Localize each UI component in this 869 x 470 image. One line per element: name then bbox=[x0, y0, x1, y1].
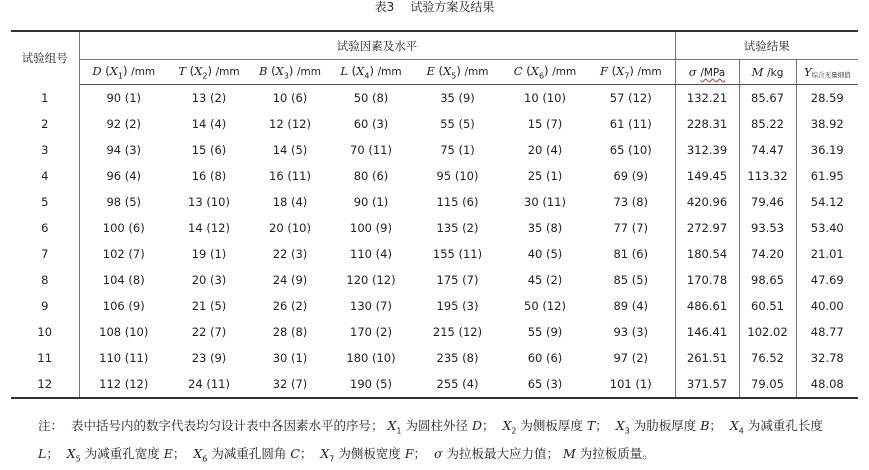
table-cell: 100 (6) bbox=[102, 221, 145, 235]
table-cell: 54.12 bbox=[796, 189, 858, 215]
table-cell: 21 (5) bbox=[191, 299, 227, 313]
note-m-sym: M bbox=[563, 445, 576, 461]
table-cell: 10 (10) bbox=[524, 91, 566, 105]
table-cell: 89 (4) bbox=[613, 299, 649, 313]
table-cell: 79.05 bbox=[739, 371, 796, 398]
table-cell: 101 (1) bbox=[609, 377, 652, 391]
table-cell: 47.69 bbox=[796, 267, 858, 293]
table-row bbox=[11, 293, 858, 319]
table-cell: 50 (12) bbox=[524, 299, 566, 313]
table-cell: 22 (3) bbox=[272, 247, 308, 261]
header-y: Y综合无量纲值 bbox=[796, 60, 858, 85]
table-cell: 20 (3) bbox=[191, 273, 227, 287]
table-row bbox=[11, 267, 858, 293]
results-table bbox=[11, 30, 858, 399]
table-cell: 90 (1) bbox=[106, 91, 142, 105]
table-cell: 60 (3) bbox=[353, 117, 389, 131]
table-cell: 100 (9) bbox=[350, 221, 392, 235]
header-factor-b: B $(X_3)$ /mm bbox=[250, 60, 330, 85]
note-m-desc: 为拉板质量。 bbox=[579, 445, 655, 461]
table-row bbox=[11, 241, 858, 267]
table-cell: 155 (11) bbox=[432, 247, 483, 261]
table-cell: 24 (11) bbox=[188, 377, 230, 391]
cell-group-number: 7 bbox=[11, 241, 79, 267]
table-cell: 50 (8) bbox=[353, 91, 389, 105]
table-cell: 132.21 bbox=[675, 85, 739, 112]
cell-group-number: 4 bbox=[11, 163, 79, 189]
table-cell: 36.19 bbox=[796, 137, 858, 163]
table-cell: 175 (7) bbox=[436, 273, 479, 287]
table-cell: 38.92 bbox=[796, 111, 858, 137]
table-cell: 20 (10) bbox=[269, 221, 311, 235]
table-cell: 135 (2) bbox=[436, 221, 479, 235]
table-cell: 40 (5) bbox=[527, 247, 563, 261]
header-factors-title: 试验因素及水平 bbox=[79, 31, 675, 60]
table-body bbox=[11, 85, 858, 399]
table-cell: 93.53 bbox=[739, 215, 796, 241]
table-row bbox=[11, 85, 858, 112]
table-row bbox=[11, 189, 858, 215]
header-factor-e: E $(X_5)$ /mm bbox=[412, 60, 503, 85]
header-row-2 bbox=[11, 60, 858, 85]
table-cell: 65 (10) bbox=[609, 143, 652, 157]
table-cell: 97 (2) bbox=[613, 351, 649, 365]
table-cell: 106 (9) bbox=[102, 299, 145, 313]
table-cell: 20 (4) bbox=[527, 143, 563, 157]
table-cell: 40.00 bbox=[796, 293, 858, 319]
note-item: $X_6$ 为减重孔圆角 C； bbox=[193, 445, 321, 463]
table-cell: 74.47 bbox=[739, 137, 796, 163]
table-cell: 55 (5) bbox=[440, 117, 475, 131]
table-cell: 24 (9) bbox=[272, 273, 308, 287]
header-factor-f: F $(X_7)$ /mm bbox=[587, 60, 675, 85]
table-cell: 21.01 bbox=[796, 241, 858, 267]
table-cell: 110 (11) bbox=[99, 351, 149, 365]
note-item: $X_5$ 为减重孔宽度 E； bbox=[66, 445, 194, 463]
table-row bbox=[11, 319, 858, 345]
table-cell: 104 (8) bbox=[102, 273, 145, 287]
table-cell: 85 (5) bbox=[613, 273, 649, 287]
table-row bbox=[11, 137, 858, 163]
table-cell: 28.59 bbox=[796, 85, 858, 112]
table-cell: 12 (12) bbox=[269, 117, 311, 131]
table-cell: 80 (6) bbox=[353, 169, 389, 183]
table-cell: 102.02 bbox=[739, 319, 796, 345]
table-cell: 261.51 bbox=[675, 345, 739, 371]
note-text: 表中括号内的数字代表均匀设计表中各因素水平的序号； bbox=[70, 418, 384, 433]
table-cell: 190 (5) bbox=[350, 377, 392, 391]
table-cell: 90 (1) bbox=[353, 195, 389, 209]
table-cell: 16 (8) bbox=[191, 169, 227, 183]
cell-group-number: 6 bbox=[11, 215, 79, 241]
table-cell: 170.78 bbox=[675, 267, 739, 293]
header-factor-d: D $(X_1)$ /mm bbox=[79, 60, 168, 85]
table-cell: 272.97 bbox=[675, 215, 739, 241]
header-group: 试验组号 bbox=[11, 31, 79, 85]
table-cell: 61 (11) bbox=[609, 117, 652, 131]
note-item: $X_3$ 为肋板厚度 B； bbox=[615, 418, 730, 436]
table-cell: 19 (1) bbox=[191, 247, 227, 261]
table-cell: 48.77 bbox=[796, 319, 858, 345]
table-cell: 108 (10) bbox=[99, 325, 149, 339]
table-cell: 32 (7) bbox=[272, 377, 308, 391]
table-cell: 215 (12) bbox=[432, 325, 483, 339]
table-cell: 14 (12) bbox=[188, 221, 230, 235]
table-cell: 93 (3) bbox=[613, 325, 649, 339]
table-cell: 113.32 bbox=[739, 163, 796, 189]
table-cell: 180 (10) bbox=[346, 351, 396, 365]
table-cell: 81 (6) bbox=[613, 247, 649, 261]
table-cell: 95 (10) bbox=[436, 169, 479, 183]
table-cell: 23 (9) bbox=[191, 351, 227, 365]
note-item: $X_2$ 为侧板厚度 T； bbox=[502, 418, 616, 436]
table-cell: 112 (12) bbox=[99, 377, 149, 391]
table-cell: 65 (3) bbox=[527, 377, 563, 391]
table-cell: 32.78 bbox=[796, 345, 858, 371]
table-row bbox=[11, 345, 858, 371]
table-cell: 60.51 bbox=[739, 293, 796, 319]
cell-group-number: 10 bbox=[11, 319, 79, 345]
cell-group-number: 1 bbox=[11, 85, 79, 112]
table-cell: 235 (8) bbox=[436, 351, 479, 365]
table-cell: 255 (4) bbox=[436, 377, 479, 391]
note-item: $X_7$ 为侧板宽度 F； bbox=[320, 445, 434, 463]
table-cell: 30 (1) bbox=[272, 351, 308, 365]
table-cell: 85.67 bbox=[739, 85, 796, 112]
cell-group-number: 3 bbox=[11, 137, 79, 163]
table-cell: 26 (2) bbox=[272, 299, 308, 313]
table-cell: 85.22 bbox=[739, 111, 796, 137]
cell-group-number: 2 bbox=[11, 111, 79, 137]
table-cell: 48.08 bbox=[796, 371, 858, 398]
table-cell: 69 (9) bbox=[613, 169, 649, 183]
table-cell: 15 (7) bbox=[527, 117, 563, 131]
table-cell: 94 (3) bbox=[106, 143, 142, 157]
table-cell: 13 (10) bbox=[188, 195, 230, 209]
table-cell: 228.31 bbox=[675, 111, 739, 137]
table-cell: 74.20 bbox=[739, 241, 796, 267]
table-cell: 120 (12) bbox=[346, 273, 396, 287]
table-cell: 61.95 bbox=[796, 163, 858, 189]
table-row bbox=[11, 371, 858, 398]
table-cell: 13 (2) bbox=[191, 91, 227, 105]
cell-group-number: 12 bbox=[11, 371, 79, 398]
table-cell: 28 (8) bbox=[272, 325, 308, 339]
table-cell: 180.54 bbox=[675, 241, 739, 267]
table-cell: 75 (1) bbox=[440, 143, 475, 157]
table-cell: 35 (9) bbox=[440, 91, 475, 105]
table-cell: 77 (7) bbox=[613, 221, 649, 235]
table-cell: 15 (6) bbox=[191, 143, 227, 157]
table-cell: 35 (8) bbox=[527, 221, 563, 235]
table-caption-title: 试验方案及结果 bbox=[410, 0, 495, 14]
table-cell: 312.39 bbox=[675, 137, 739, 163]
cell-group-number: 11 bbox=[11, 345, 79, 371]
table-cell: 25 (1) bbox=[527, 169, 563, 183]
table-row bbox=[11, 163, 858, 189]
table-cell: 110 (4) bbox=[350, 247, 392, 261]
cell-group-number: 9 bbox=[11, 293, 79, 319]
header-sigma: σ /MPa bbox=[675, 60, 739, 85]
header-mass: M /kg bbox=[739, 60, 796, 85]
table-cell: 146.41 bbox=[675, 319, 739, 345]
table-cell: 195 (3) bbox=[436, 299, 479, 313]
note-lead: 注： bbox=[38, 418, 64, 433]
table-cell: 70 (11) bbox=[350, 143, 392, 157]
table-cell: 53.40 bbox=[796, 215, 858, 241]
table-cell: 76.52 bbox=[739, 345, 796, 371]
table-cell: 170 (2) bbox=[350, 325, 392, 339]
table-cell: 98 (5) bbox=[106, 195, 142, 209]
table-cell: 10 (6) bbox=[272, 91, 308, 105]
table-cell: 420.96 bbox=[675, 189, 739, 215]
table-cell: 45 (2) bbox=[527, 273, 563, 287]
table-cell: 14 (4) bbox=[191, 117, 227, 131]
table-cell: 73 (8) bbox=[613, 195, 649, 209]
note-item: $X_4$ 为减重孔长度 L； bbox=[38, 418, 823, 461]
table-cell: 14 (5) bbox=[272, 143, 308, 157]
table-caption-label: 表3 bbox=[374, 0, 395, 14]
header-row-1 bbox=[11, 31, 858, 60]
table-cell: 149.45 bbox=[675, 163, 739, 189]
table-cell: 371.57 bbox=[675, 371, 739, 398]
table-cell: 102 (7) bbox=[102, 247, 145, 261]
table-cell: 92 (2) bbox=[106, 117, 142, 131]
table-cell: 30 (11) bbox=[524, 195, 566, 209]
header-factor-l: L $(X_4)$ /mm bbox=[330, 60, 412, 85]
table-cell: 55 (9) bbox=[527, 325, 563, 339]
header-factor-t: T $(X_2)$ /mm bbox=[168, 60, 250, 85]
table-cell: 60 (6) bbox=[527, 351, 563, 365]
table-cell: 79.46 bbox=[739, 189, 796, 215]
note-sigma-sym: σ bbox=[433, 445, 443, 461]
table-cell: 16 (11) bbox=[269, 169, 311, 183]
note-item: $X_1$ 为圆柱外径 D； bbox=[387, 418, 503, 436]
header-factor-c: C $(X_6)$ /mm bbox=[503, 60, 587, 85]
table-row bbox=[11, 215, 858, 241]
table-cell: 96 (4) bbox=[106, 169, 142, 183]
cell-group-number: 8 bbox=[11, 267, 79, 293]
table-cell: 98.65 bbox=[739, 267, 796, 293]
header-results-title: 试验结果 bbox=[675, 31, 858, 60]
cell-group-number: 5 bbox=[11, 189, 79, 215]
table-row bbox=[11, 111, 858, 137]
table-cell: 486.61 bbox=[675, 293, 739, 319]
table-cell: 22 (7) bbox=[191, 325, 227, 339]
table-note bbox=[38, 415, 838, 470]
table-cell: 57 (12) bbox=[609, 91, 652, 105]
table-cell: 130 (7) bbox=[350, 299, 392, 313]
note-sigma-desc: 为拉板最大应力值； bbox=[446, 445, 560, 461]
table-cell: 115 (6) bbox=[436, 195, 479, 209]
table-caption bbox=[0, 0, 869, 14]
table-cell: 18 (4) bbox=[272, 195, 308, 209]
